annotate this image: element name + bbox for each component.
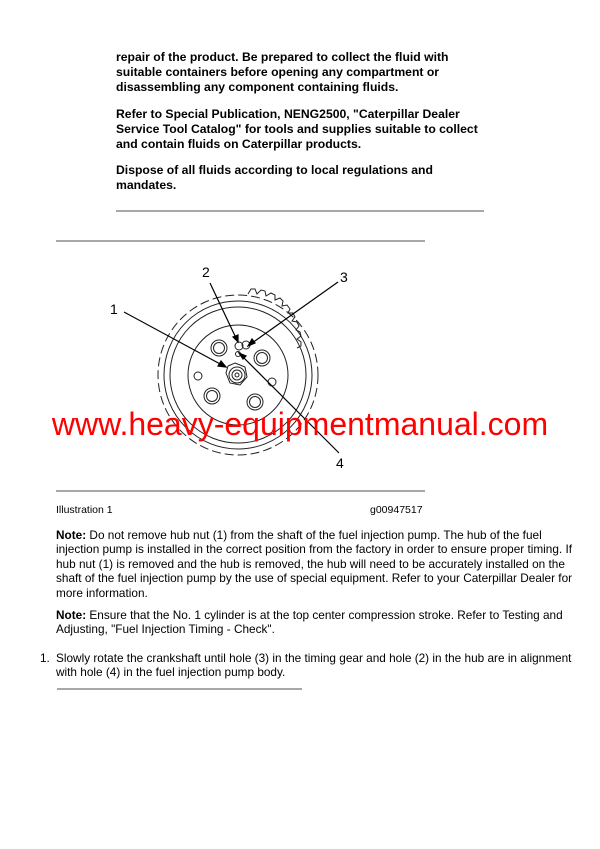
illustration-caption-id: g00947517 (370, 504, 423, 516)
section-divider (116, 210, 484, 212)
paragraph-special-publication: Refer to Special Publication, NENG2500, "Caterpillar Dealer Service Tool Catalog" for tools and supplies suitable to collect and contain fluids on Caterpillar products. (116, 107, 478, 151)
timing-gear-illustration (100, 250, 380, 485)
leader-2 (210, 283, 236, 338)
note-text: Ensure that the No. 1 cylinder is at the top center compression stroke. Refer to Testing and Adjusting, "Fuel Injection Timing - Check". (56, 608, 563, 637)
callout-2: 2 (202, 264, 210, 280)
callout-1: 1 (110, 301, 118, 317)
watermark-url: www.heavy-equipmentmanual.com (51, 406, 549, 442)
illustration-bottom-rule (56, 490, 425, 492)
leader-1 (124, 312, 222, 365)
note-label: Note: (56, 528, 87, 542)
illustration-caption-label: Illustration 1 (56, 504, 113, 516)
step-divider (57, 688, 302, 690)
step-text: Slowly rotate the crankshaft until hole (3) in the timing gear and hole (2) in the hub are in alignment with hole (4) in the fuel injection pump body. (56, 651, 572, 680)
paragraph-fluid-collection: repair of the product. Be prepared to collect the fluid with suitable containers before opening any compartment or disassembling any component containing fluids. (116, 50, 449, 94)
small-hole-left (194, 372, 202, 380)
note-text: Do not remove hub nut (1) from the shaft of the fuel injection pump. The hub of the fuel injection pump is installed in the correct position from the factory in order to ensure proper timing. If hub nut (1) is removed and the hub is removed, the hub will need to be accurately installed on the shaft of the fuel injection pump by the use of special equipment. Refer to your Caterpillar Dealer for more information. (56, 528, 573, 600)
illustration-top-rule (56, 240, 425, 242)
paragraph-dispose-fluids: Dispose of all fluids according to local regulations and mandates. (116, 163, 433, 192)
note-hub-nut (56, 528, 586, 600)
small-hole-right (268, 378, 276, 386)
note-cylinder-position (56, 608, 586, 637)
step-number: 1. (40, 651, 50, 665)
note-label: Note: (56, 608, 87, 622)
callout-4: 4 (336, 455, 344, 471)
gear-teeth (248, 289, 301, 348)
callout-3: 3 (340, 269, 348, 285)
bolt-heads (204, 340, 270, 410)
